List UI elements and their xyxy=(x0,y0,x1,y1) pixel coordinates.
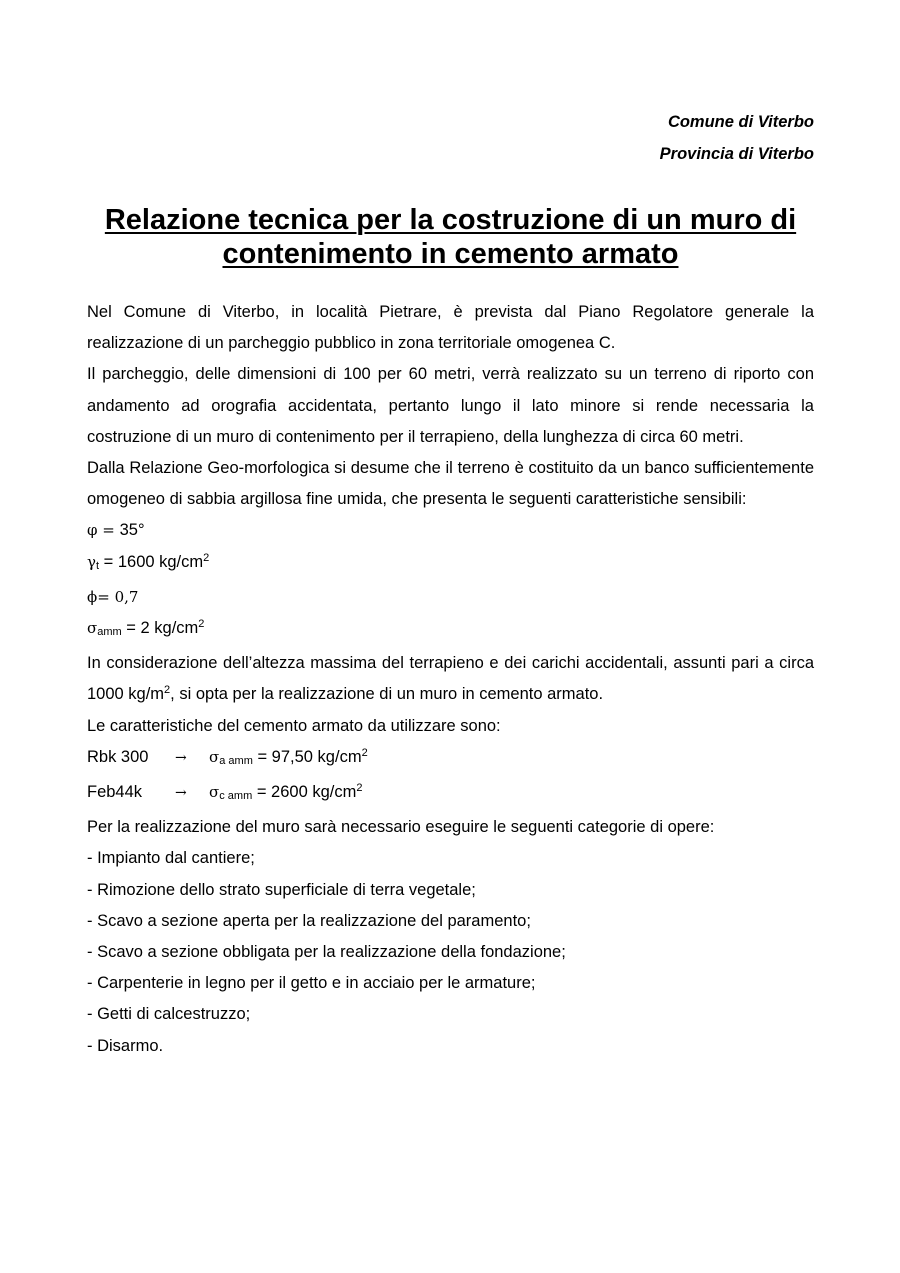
work-item: - Impianto dal cantiere; xyxy=(87,849,255,868)
soil-parameter-phi xyxy=(87,515,814,546)
paragraph-works-intro: Per la realizzazione del muro sarà necessario eseguire le seguenti categorie di opere: xyxy=(87,818,715,837)
work-item: - Getti di calcestruzzo; xyxy=(87,1005,251,1024)
loads-exponent: 2 xyxy=(164,684,171,697)
stress-value: = 2600 kg/cm xyxy=(252,783,357,802)
work-item: - Disarmo. xyxy=(87,1036,164,1055)
stress-subscript: a amm xyxy=(219,754,253,767)
soil-parameter-gamma xyxy=(87,547,814,582)
sigma-exponent: 2 xyxy=(198,618,205,631)
title-line-1: Relazione tecnica per la costruzione di un muro di xyxy=(104,204,797,236)
paragraph-geology: Dalla Relazione Geo-morfologica si desume che il terreno è costituito da un banco sufficientemente omogeneo di sabbia argillosa fine umida, che presenta le seguenti caratteristiche sensibili: xyxy=(87,459,814,509)
loads-text-start: In considerazione dell’altezza massima del terrapieno e dei carichi accidentali, assunti pari a circa 1000 kg/m xyxy=(87,654,814,704)
gamma-subscript: t xyxy=(95,559,100,572)
sigma-value: = 2 kg/cm xyxy=(121,619,199,638)
gamma-exponent: 2 xyxy=(203,551,210,564)
document-header xyxy=(660,106,814,170)
phi-symbol: φ xyxy=(87,521,98,540)
stress-symbol: σ xyxy=(209,783,220,802)
stress-exponent: 2 xyxy=(361,746,368,759)
material-name: Rbk 300 xyxy=(87,747,149,766)
province-label: Provincia di Viterbo xyxy=(659,145,814,163)
document-title xyxy=(87,203,814,271)
paragraph-materials-intro: Le caratteristiche del cemento armato da utilizzare sono: xyxy=(87,716,501,735)
gamma-value: = 1600 kg/cm xyxy=(99,552,204,571)
stress-exponent: 2 xyxy=(356,782,363,795)
material-row-concrete xyxy=(87,742,814,777)
phi-value: 35° xyxy=(119,521,145,540)
paragraph-parking: Il parcheggio, delle dimensioni di 100 per 60 metri, verrà realizzato su un terreno di riporto con andamento ad orografia accidentata, pertanto lungo il lato minore si rende necessaria la costruzione di un muro di contenimento per il terrapieno, della lunghezza di circa 60 metri. xyxy=(87,365,814,446)
work-item: - Scavo a sezione aperta per la realizzazione del paramento; xyxy=(87,911,531,930)
friction-symbol: ϕ xyxy=(87,587,98,606)
work-item: - Scavo a sezione obbligata per la realizzazione della fondazione; xyxy=(87,943,566,962)
work-item: - Carpenterie in legno per il getto e in acciaio per le armature; xyxy=(87,974,536,993)
gamma-symbol: γ xyxy=(87,552,96,571)
material-row-steel xyxy=(87,777,814,812)
stress-symbol: σ xyxy=(209,747,220,766)
material-name: Feb44k xyxy=(87,783,143,802)
paragraph-loads xyxy=(87,648,814,710)
paragraph-intro: Nel Comune di Viterbo, in località Pietrare, è prevista dal Piano Regolatore generale la realizzazione di un parcheggio pubblico in zona territoriale omogenea C. xyxy=(87,303,814,353)
phi-equals: = xyxy=(97,521,120,540)
sigma-subscript: amm xyxy=(97,626,122,639)
stress-subscript: c amm xyxy=(219,790,253,803)
right-arrow-icon: → xyxy=(175,785,187,802)
soil-parameter-sigma xyxy=(87,613,814,648)
loads-text-end: , si opta per la realizzazione di un muro in cemento armato. xyxy=(170,685,604,704)
work-item: - Rimozione dello strato superficiale di terra vegetale; xyxy=(87,880,476,899)
document-body xyxy=(87,297,814,1062)
friction-value: = 0,7 xyxy=(97,587,139,606)
sigma-symbol: σ xyxy=(87,619,98,638)
stress-value: = 97,50 kg/cm xyxy=(252,747,362,766)
soil-parameter-friction xyxy=(87,582,814,613)
municipality-label: Comune di Viterbo xyxy=(667,113,814,131)
right-arrow-icon: → xyxy=(175,749,187,766)
title-line-2: contenimento in cemento armato xyxy=(222,238,679,270)
